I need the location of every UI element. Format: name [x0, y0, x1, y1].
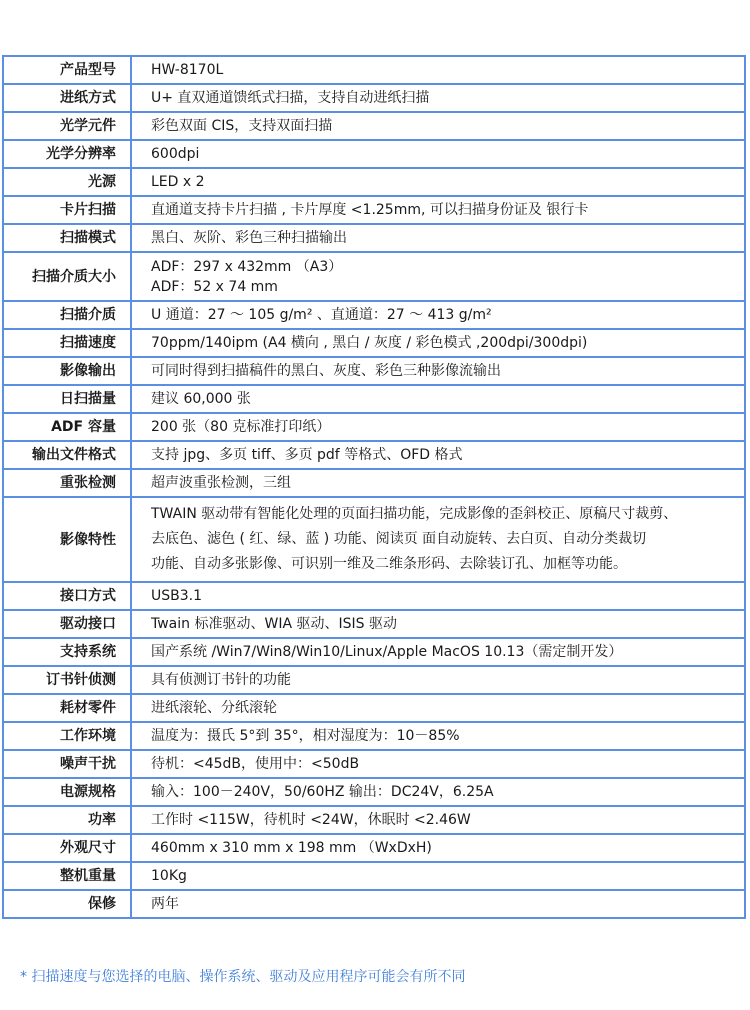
spec-value-line: 国产系统 /Win7/Win8/Win10/Linux/Apple MacOS 10.13（需定制开发） — [151, 644, 623, 660]
spec-row — [3, 666, 745, 694]
spec-row — [3, 497, 745, 582]
spec-value-line: 黑白、灰阶、彩色三种扫描输出 — [151, 230, 347, 246]
spec-row — [3, 84, 745, 112]
spec-value-line: 10Kg — [151, 868, 187, 884]
spec-value-line: 温度为：摄氏 5°到 35°，相对湿度为：10－85% — [151, 728, 460, 744]
spec-label: 支持系统 — [3, 638, 131, 666]
spec-value-line: ADF：297 x 432mm （A3） — [151, 258, 343, 275]
spec-value-line: USB3.1 — [151, 588, 203, 604]
spec-label: 日扫描量 — [3, 385, 131, 413]
spec-value — [131, 112, 745, 140]
spec-row — [3, 750, 745, 778]
spec-value-line: TWAIN 驱动带有智能化处理的页面扫描功能，完成影像的歪斜校正、原稿尺寸裁剪、 — [151, 506, 678, 522]
spec-value-line: HW-8170L — [151, 62, 224, 78]
spec-value — [131, 806, 745, 834]
spec-value — [131, 329, 745, 357]
spec-value-line: LED x 2 — [151, 174, 205, 190]
spec-row — [3, 413, 745, 441]
spec-row — [3, 168, 745, 196]
spec-label: 扫描模式 — [3, 224, 131, 252]
spec-row — [3, 610, 745, 638]
spec-value — [131, 168, 745, 196]
spec-row — [3, 862, 745, 890]
spec-label: 影像特性 — [3, 497, 131, 582]
spec-value — [131, 862, 745, 890]
spec-value — [131, 610, 745, 638]
spec-value — [131, 750, 745, 778]
spec-value — [131, 385, 745, 413]
spec-label: 卡片扫描 — [3, 196, 131, 224]
spec-label: 光学元件 — [3, 112, 131, 140]
spec-label: 输出文件格式 — [3, 441, 131, 469]
spec-row — [3, 196, 745, 224]
spec-label: 保修 — [3, 890, 131, 918]
spec-label: 功率 — [3, 806, 131, 834]
spec-row — [3, 469, 745, 497]
spec-label: 驱动接口 — [3, 610, 131, 638]
spec-value — [131, 890, 745, 918]
spec-row — [3, 140, 745, 168]
spec-value — [131, 469, 745, 497]
spec-value — [131, 301, 745, 329]
spec-value-line: 600dpi — [151, 146, 200, 162]
spec-label: 电源规格 — [3, 778, 131, 806]
spec-row — [3, 112, 745, 140]
spec-value-line: Twain 标准驱动、WIA 驱动、ISIS 驱动 — [151, 616, 397, 632]
spec-value — [131, 582, 745, 610]
spec-row — [3, 722, 745, 750]
spec-row — [3, 806, 745, 834]
spec-row — [3, 582, 745, 610]
spec-row — [3, 834, 745, 862]
spec-label: 扫描介质 — [3, 301, 131, 329]
spec-value-line: 工作时 <115W，待机时 <24W，休眠时 <2.46W — [151, 812, 471, 828]
spec-value-line: 去底色、滤色 ( 红、绿、蓝 ) 功能、阅读页 面自动旋转、去白页、自动分类裁切 — [151, 531, 647, 547]
spec-row — [3, 357, 745, 385]
spec-value-line: 两年 — [151, 896, 179, 912]
spec-value — [131, 834, 745, 862]
spec-value — [131, 413, 745, 441]
spec-row — [3, 329, 745, 357]
spec-table — [2, 55, 746, 919]
spec-label: 进纸方式 — [3, 84, 131, 112]
spec-label: 噪声干扰 — [3, 750, 131, 778]
spec-value-line: 直通道支持卡片扫描 , 卡片厚度 <1.25mm, 可以扫描身份证及 银行卡 — [151, 202, 589, 218]
spec-value — [131, 252, 745, 301]
spec-label: 光源 — [3, 168, 131, 196]
spec-row — [3, 638, 745, 666]
spec-value — [131, 638, 745, 666]
spec-value — [131, 666, 745, 694]
spec-row — [3, 252, 745, 301]
spec-value — [131, 694, 745, 722]
spec-value-line: 建议 60,000 张 — [151, 391, 251, 407]
spec-value — [131, 778, 745, 806]
spec-value-line: 待机：<45dB，使用中：<50dB — [151, 756, 360, 772]
spec-value — [131, 84, 745, 112]
spec-value-line: 460mm x 310 mm x 198 mm （WxDxH) — [151, 840, 432, 856]
spec-value — [131, 224, 745, 252]
spec-label: 扫描介质大小 — [3, 252, 131, 301]
spec-label: 重张检测 — [3, 469, 131, 497]
spec-row — [3, 224, 745, 252]
spec-value-line: 彩色双面 CIS，支持双面扫描 — [151, 118, 333, 134]
spec-value-line: 具有侦测订书针的功能 — [151, 672, 291, 688]
spec-value-line: ADF：52 x 74 mm — [151, 278, 278, 295]
spec-value-line: 可同时得到扫描稿件的黑白、灰度、彩色三种影像流输出 — [151, 363, 501, 379]
spec-value — [131, 56, 745, 84]
spec-label: 工作环境 — [3, 722, 131, 750]
spec-label: 产品型号 — [3, 56, 131, 84]
spec-value-line: 进纸滚轮、分纸滚轮 — [151, 700, 277, 716]
spec-row — [3, 56, 745, 84]
spec-row — [3, 441, 745, 469]
spec-value — [131, 497, 745, 582]
spec-value-line: 70ppm/140ipm (A4 横向 , 黑白 / 灰度 / 彩色模式 ,200dpi/300dpi) — [151, 335, 588, 351]
spec-label: 耗材零件 — [3, 694, 131, 722]
spec-row — [3, 301, 745, 329]
spec-value — [131, 722, 745, 750]
spec-value — [131, 196, 745, 224]
spec-value-line: U 通道：27 ～ 105 g/m² 、直通道：27 ～ 413 g/m² — [151, 307, 492, 323]
spec-label: 接口方式 — [3, 582, 131, 610]
spec-value-line: 支持 jpg、多页 tiff、多页 pdf 等格式、OFD 格式 — [151, 447, 463, 463]
spec-value — [131, 140, 745, 168]
spec-value — [131, 357, 745, 385]
spec-label: ADF 容量 — [3, 413, 131, 441]
spec-label: 影像输出 — [3, 357, 131, 385]
spec-label: 光学分辨率 — [3, 140, 131, 168]
spec-value-line: 功能、自动多张影像、可识别一维及二维条形码、去除装订孔、加框等功能。 — [151, 556, 627, 572]
spec-row — [3, 385, 745, 413]
spec-label: 整机重量 — [3, 862, 131, 890]
spec-value-line: 200 张（80 克标准打印纸） — [151, 419, 331, 435]
spec-value-line: U+ 直双通道馈纸式扫描，支持自动进纸扫描 — [151, 90, 430, 106]
spec-table-body — [3, 56, 745, 918]
spec-value-line: 超声波重张检测，三组 — [151, 475, 291, 491]
spec-label: 外观尺寸 — [3, 834, 131, 862]
spec-value — [131, 441, 745, 469]
spec-row — [3, 778, 745, 806]
spec-label: 订书针侦测 — [3, 666, 131, 694]
spec-row — [3, 890, 745, 918]
spec-label: 扫描速度 — [3, 329, 131, 357]
footnote: * 扫描速度与您选择的电脑、操作系统、驱动及应用程序可能会有所不同 — [20, 969, 466, 985]
spec-value-line: 输入：100－240V，50/60HZ 输出：DC24V，6.25A — [151, 784, 494, 800]
spec-row — [3, 694, 745, 722]
